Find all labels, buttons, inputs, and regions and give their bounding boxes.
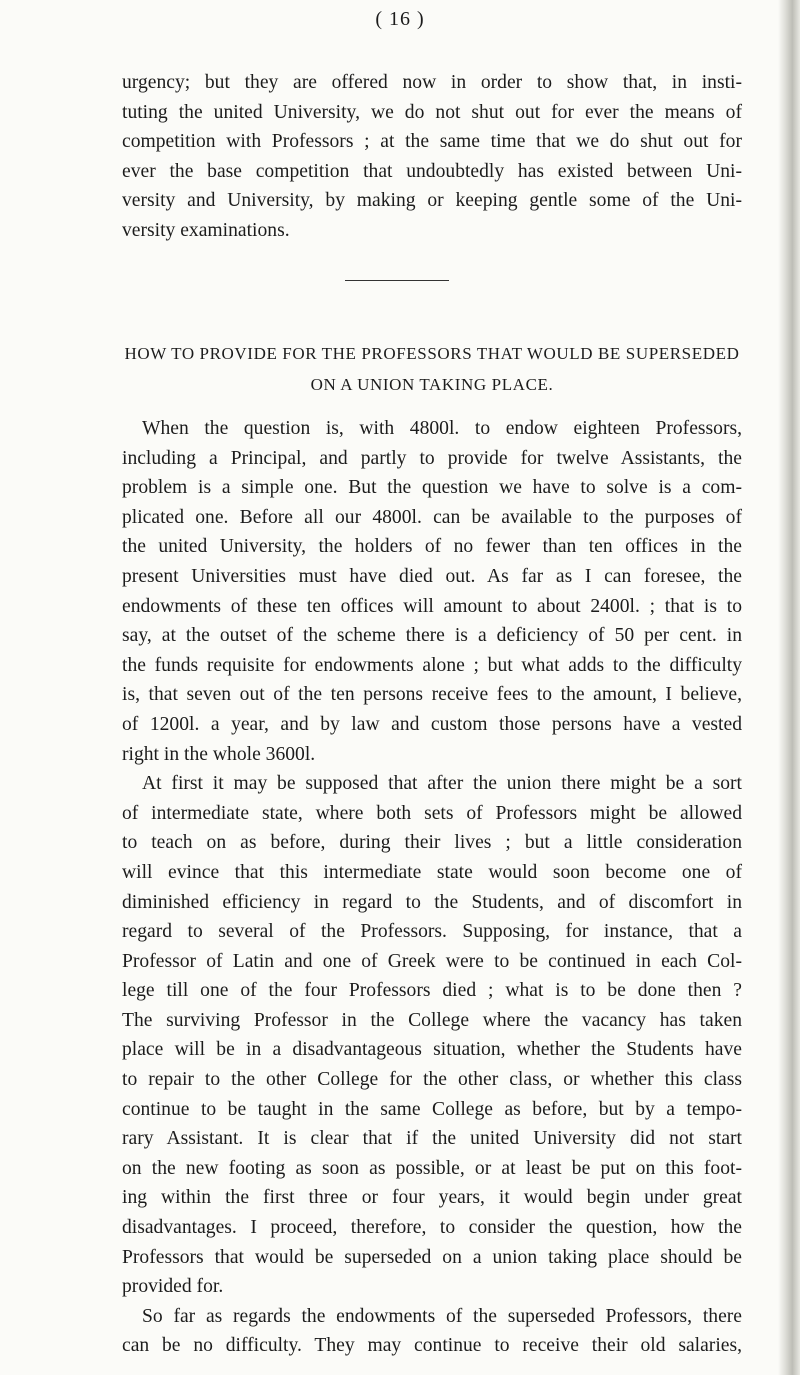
text-line: place will be in a disadvantageous situation, whether the Students have (122, 1039, 742, 1061)
text-line: the united University, the holders of no fewer than ten offices in the (122, 536, 742, 558)
text-line: competition with Professors ; at the same time that we do shut out for (122, 131, 742, 153)
text-line: to repair to the other College for the other class, or whether this class (122, 1069, 742, 1091)
body-text (122, 414, 742, 1361)
text-line: versity and University, by making or keeping gentle some of the Uni- (122, 190, 742, 212)
text-line: provided for. (122, 1276, 224, 1298)
text-line: disadvantages. I proceed, therefore, to consider the question, how the (122, 1217, 742, 1239)
text-line: right in the whole 3600l. (122, 743, 316, 765)
text-line: So far as regards the endowments of the superseded Professors, there (142, 1305, 742, 1327)
text-line: Professor of Latin and one of Greek were to be continued in each Col- (122, 950, 742, 972)
text-line: ever the base competition that undoubtedly has existed between Uni- (122, 160, 742, 182)
text-line: regard to several of the Professors. Supposing, for instance, that a (122, 921, 742, 943)
section-heading (122, 338, 742, 400)
text-line: At first it may be supposed that after the union there might be a sort (142, 773, 742, 795)
page-number: ( 16 ) (375, 8, 425, 30)
text-line: tuting the united University, we do not shut out for ever the means of (122, 101, 742, 123)
text-line: versity examinations. (122, 219, 290, 241)
section-divider (345, 280, 449, 281)
text-line: lege till one of the four Professors died ; what is to be done then ? (122, 980, 742, 1002)
text-line: is, that seven out of the ten persons receive fees to the amount, I believe, (122, 684, 742, 706)
text-line: will evince that this intermediate state would soon become one of (122, 861, 742, 883)
text-line: problem is a simple one. But the question we have to solve is a com- (122, 477, 742, 499)
text-line: urgency; but they are offered now in order to show that, in insti- (122, 72, 742, 93)
text-line: Professors that would be superseded on a union taking place should be (122, 1246, 742, 1268)
text-line: ing within the first three or four years, it would begin under great (122, 1187, 742, 1209)
heading-line: HOW TO PROVIDE FOR THE PROFESSORS THAT WOULD BE SUPERSEDED (124, 344, 740, 363)
text-line: continue to be taught in the same College as before, but by a tempo- (122, 1098, 742, 1120)
text-line: When the question is, with 4800l. to endow eighteen Professors, (142, 418, 742, 439)
intro-paragraph (122, 68, 742, 246)
text-line: can be no difficulty. They may continue to receive their old salaries, (122, 1335, 742, 1357)
text-line: including a Principal, and partly to provide for twelve Assistants, the (122, 447, 742, 469)
text-line: plicated one. Before all our 4800l. can be available to the purposes of (122, 506, 742, 528)
text-line: diminished efficiency in regard to the Students, and of discomfort in (122, 891, 742, 913)
text-line: on the new footing as soon as possible, or at least be put on this foot- (122, 1157, 742, 1179)
text-line: of intermediate state, where both sets of Professors might be allowed (122, 802, 742, 824)
page-edge-shadow (778, 0, 800, 1375)
text-line: the funds requisite for endowments alone ; but what adds to the difficulty (122, 654, 742, 676)
text-line: present Universities must have died out. As far as I can foresee, the (122, 565, 742, 587)
text-line: say, at the outset of the scheme there is a deficiency of 50 per cent. in (122, 625, 742, 647)
text-line: The surviving Professor in the College where the vacancy has taken (122, 1009, 742, 1031)
text-line: to teach on as before, during their lives ; but a little consideration (122, 832, 742, 854)
text-line: rary Assistant. It is clear that if the united University did not start (122, 1128, 742, 1150)
heading-line: ON A UNION TAKING PLACE. (310, 375, 554, 394)
text-line: endowments of these ten offices will amount to about 2400l. ; that is to (122, 595, 742, 617)
text-line: of 1200l. a year, and by law and custom those persons have a vested (122, 713, 742, 735)
